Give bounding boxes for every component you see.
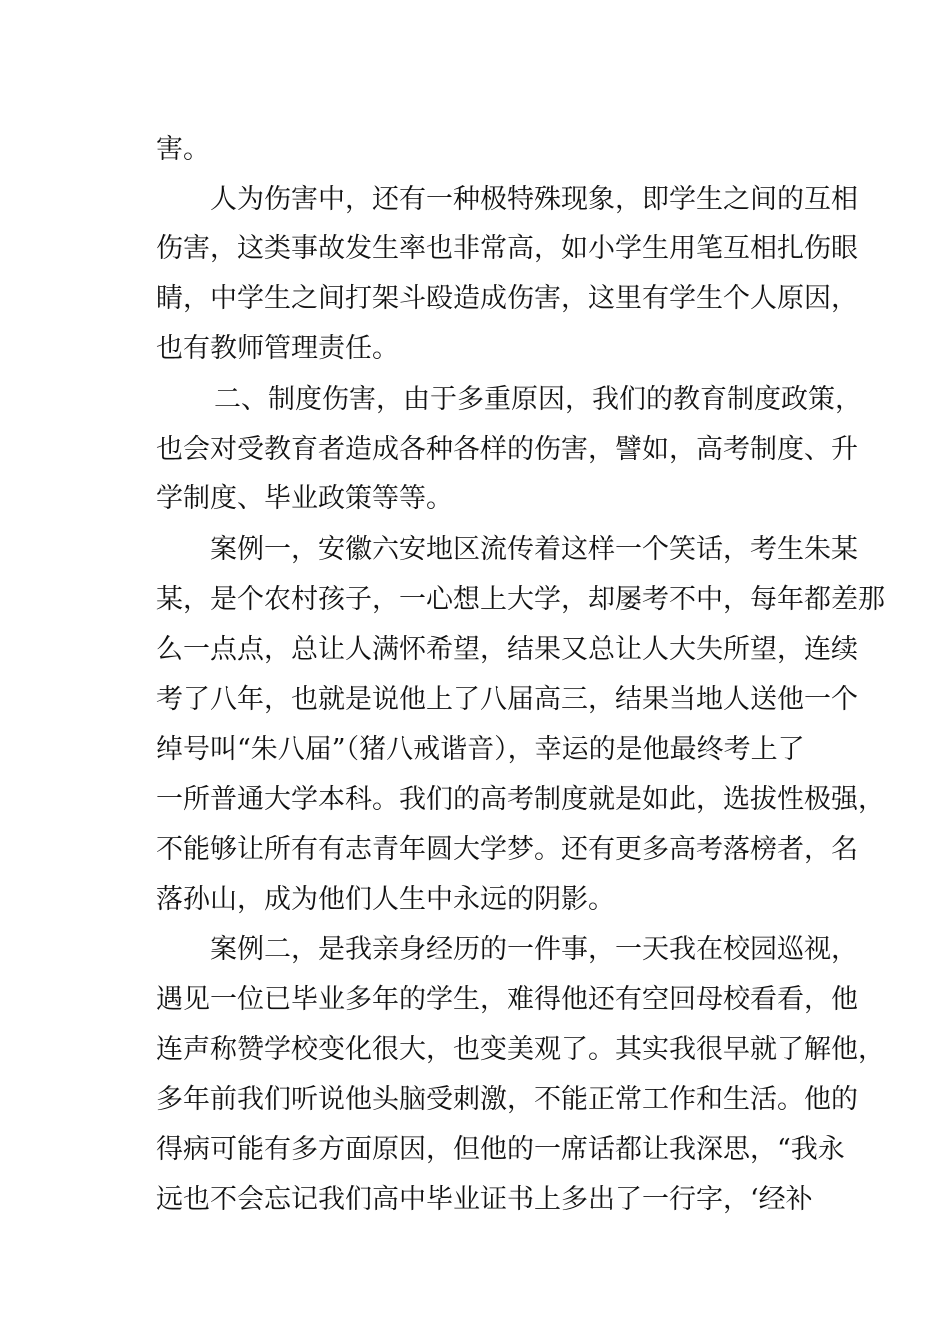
text-line: 睛，中学生之间打架斗殴造成伤害，这里有学生个人原因， <box>156 283 858 314</box>
text-line: 一所普通大学本科。我们的高考制度就是如此，选拔性极强， <box>156 784 885 815</box>
text-line: 连声称赞学校变化很大，也变美观了。其实我很早就了解他， <box>156 1034 885 1065</box>
text-line: 遇见一位已毕业多年的学生，难得他还有空回母校看看，他 <box>156 984 858 1015</box>
text-line: 二、制度伤害，由于多重原因，我们的教育制度政策， <box>214 384 862 415</box>
text-line: 得病可能有多方面原因，但他的一席话都让我深思，“我永 <box>156 1134 845 1165</box>
text-line: 案例一，安徽六安地区流传着这样一个笑话，考生朱某 <box>210 534 858 565</box>
text-line: 也会对受教育者造成各种各样的伤害，譬如，高考制度、升 <box>156 434 858 465</box>
text-line: 也有教师管理责任。 <box>156 333 399 364</box>
text-line: 害。 <box>156 134 210 165</box>
text-line: 案例二，是我亲身经历的一件事，一天我在校园巡视， <box>210 934 858 965</box>
text-line: 考了八年，也就是说他上了八届高三，结果当地人送他一个 <box>156 684 858 715</box>
text-line: 远也不会忘记我们高中毕业证书上多出了一行字，‘经补 <box>156 1184 813 1215</box>
text-line: 人为伤害中，还有一种极特殊现象，即学生之间的互相 <box>210 184 858 215</box>
text-line: 学制度、毕业政策等等。 <box>156 483 453 514</box>
text-line: 伤害，这类事故发生率也非常高，如小学生用笔互相扎伤眼 <box>156 233 858 264</box>
text-line: 落孙山，成为他们人生中永远的阴影。 <box>156 884 615 915</box>
text-line: 绰号叫“朱八届”（猪八戒谐音），幸运的是他最终考上了 <box>156 734 805 765</box>
text-line: 么一点点，总让人满怀希望，结果又总让人大失所望，连续 <box>156 634 858 665</box>
text-line: 多年前我们听说他头脑受刺激，不能正常工作和生活。他的 <box>156 1084 858 1115</box>
text-line: 某，是个农村孩子，一心想上大学，却屡考不中，每年都差那 <box>156 584 885 615</box>
text-line: 不能够让所有有志青年圆大学梦。还有更多高考落榜者，名 <box>156 834 858 865</box>
